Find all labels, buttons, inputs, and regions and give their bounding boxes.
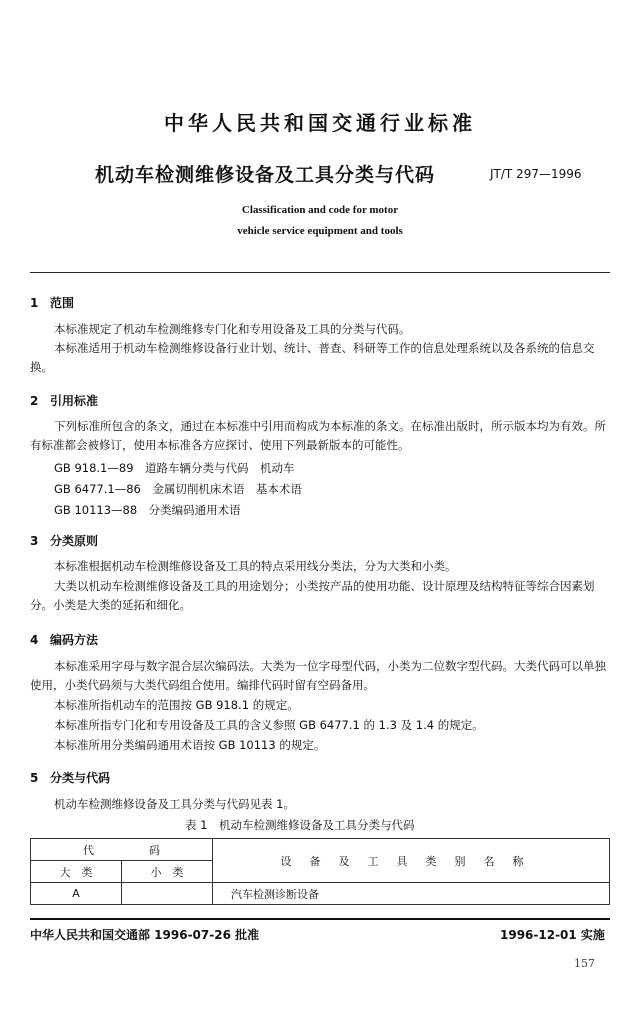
section-title: 分类与代码 (50, 771, 111, 785)
effective-date: 1996-12-01 实施 (500, 928, 605, 942)
major-class-cell: A (31, 883, 122, 905)
section-4-heading (30, 631, 98, 648)
category-name-cell: 汽车检测诊断设备 (213, 883, 610, 905)
section-5-heading (30, 769, 110, 786)
header-divider (30, 272, 610, 273)
minor-class-cell (122, 883, 213, 905)
minor-class-header: 小 类 (122, 861, 213, 883)
approval-statement: 中华人民共和国交通部 1996-07-26 批准 (30, 928, 260, 942)
section-title: 分类原则 (50, 534, 99, 548)
reference-item: GB 6477.1—86 金属切削机床术语 基本术语 (54, 482, 302, 496)
english-title-line-1: Classification and code for motor (241, 204, 399, 216)
org-title: 中华人民共和国交通行业标准 (164, 111, 476, 135)
english-title-line-2: vehicle service equipment and tools (237, 225, 403, 237)
footer-divider (30, 918, 610, 920)
page-number: 157 (574, 957, 595, 970)
section-title: 引用标准 (50, 394, 99, 408)
code-header: 代 码 (31, 839, 213, 861)
section-3-heading (30, 532, 98, 549)
section-5-paragraph-1: 机动车检测维修设备及工具分类与代码见表 1。 (54, 797, 295, 811)
section-1-paragraph-2: 本标准适用于机动车检测维修设备行业计划、统计、普查、科研等工作的信息处理系统以及各系统的信息交换。 (30, 341, 595, 374)
document-title: 机动车检测维修设备及工具分类与代码 (95, 164, 436, 186)
section-4-paragraph-1: 本标准采用字母与数字混合层次编码法。大类为一位字母型代码，小类为二位数字型代码。大类代码可以单独使用，小类代码须与大类代码组合使用。编排代码时留有空码备用。 (30, 659, 606, 692)
section-number: 1 (30, 296, 39, 310)
section-4-paragraph-4: 本标准所用分类编码通用术语按 GB 10113 的规定。 (54, 738, 326, 752)
table-header-row (31, 839, 610, 861)
section-2-heading (30, 392, 98, 409)
section-3-paragraph-2: 大类以机动车检测维修设备及工具的用途划分；小类按产品的使用功能、设计原理及结构特征等综合因素划分。小类是大类的延拓和细化。 (30, 579, 595, 612)
section-3-paragraph-1: 本标准根据机动车检测维修设备及工具的特点采用线分类法，分为大类和小类。 (54, 559, 457, 573)
section-1-paragraph-1: 本标准规定了机动车检测维修专门化和专用设备及工具的分类与代码。 (54, 322, 411, 336)
section-number: 4 (30, 633, 39, 647)
section-number: 2 (30, 394, 39, 408)
section-4-paragraph-3: 本标准所指专门化和专用设备及工具的含义参照 GB 6477.1 的 1.3 及 1.4 的规定。 (54, 718, 484, 732)
section-2-paragraph-1: 下列标准所包含的条文，通过在本标准中引用而构成为本标准的条文。在标准出版时，所示版本均为有效。所有标准都会被修订，使用本标准各方应探讨、使用下列最新版本的可能性。 (30, 419, 606, 452)
standard-number: JT/T 297—1996 (490, 167, 582, 181)
reference-item: GB 918.1—89 道路车辆分类与代码 机动车 (54, 461, 295, 475)
section-title: 范围 (50, 296, 75, 310)
table-row (31, 883, 610, 905)
major-class-header: 大 类 (31, 861, 122, 883)
section-number: 3 (30, 534, 39, 548)
section-title: 编码方法 (50, 633, 99, 647)
section-4-paragraph-2: 本标准所指机动车的范围按 GB 918.1 的规定。 (54, 698, 299, 712)
reference-item: GB 10113—88 分类编码通用术语 (54, 503, 241, 517)
classification-table (30, 838, 610, 905)
name-header: 设备及工具类别名称 (213, 839, 610, 883)
english-title (0, 200, 640, 242)
section-1-heading (30, 294, 74, 311)
section-number: 5 (30, 771, 39, 785)
table-caption: 表 1 机动车检测维修设备及工具分类与代码 (185, 818, 415, 832)
